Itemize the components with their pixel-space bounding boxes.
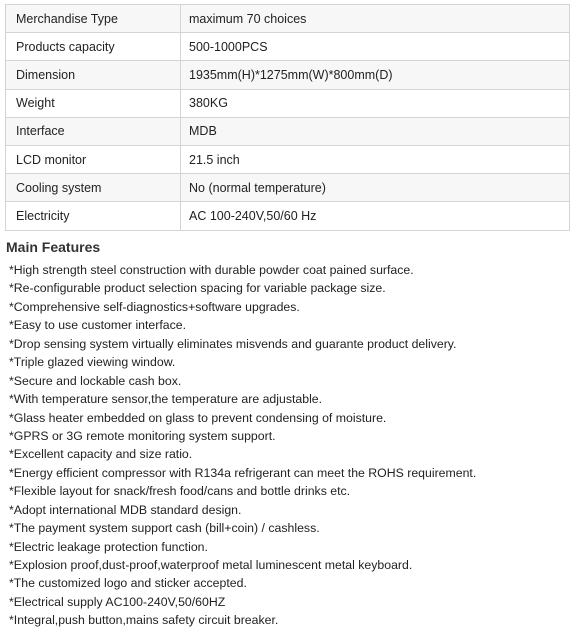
feature-item: *Energy efficient compressor with R134a refrigerant can meet the ROHS requirement. [9, 465, 477, 480]
spec-row [6, 89, 570, 117]
feature-item: *Secure and lockable cash box. [9, 373, 182, 388]
spec-label: LCD monitor [6, 145, 181, 173]
spec-value: No (normal temperature) [181, 174, 570, 202]
spec-label: Dimension [6, 61, 181, 89]
spec-value: 380KG [181, 89, 570, 117]
spec-row [6, 33, 570, 61]
feature-item: *Electric leakage protection function. [9, 539, 208, 554]
feature-item: *Re-configurable product selection spacing for variable package size. [9, 281, 386, 296]
spec-value: 21.5 inch [181, 145, 570, 173]
feature-item: *Adopt international MDB standard design. [9, 502, 242, 517]
feature-item: *Triple glazed viewing window. [9, 355, 176, 370]
feature-item: *Flexible layout for snack/fresh food/cans and bottle drinks etc. [9, 484, 351, 499]
features-list [9, 261, 571, 630]
spec-value: 500-1000PCS [181, 33, 570, 61]
spec-label: Cooling system [6, 174, 181, 202]
spec-value: 1935mm(H)*1275mm(W)*800mm(D) [181, 61, 570, 89]
feature-item: *Easy to use customer interface. [9, 318, 187, 333]
feature-item: *GPRS or 3G remote monitoring system support. [9, 428, 276, 443]
spec-row [6, 202, 570, 230]
spec-value: AC 100-240V,50/60 Hz [181, 202, 570, 230]
spec-row [6, 61, 570, 89]
spec-row [6, 174, 570, 202]
feature-item: *Glass heater embedded on glass to prevent condensing of moisture. [9, 410, 387, 425]
feature-item: *High strength steel construction with durable powder coat pained surface. [9, 263, 414, 277]
feature-item: *Explosion proof,dust-proof,waterproof metal luminescent metal keyboard. [9, 558, 413, 572]
spec-value: maximum 70 choices [181, 5, 570, 33]
feature-item: *Drop sensing system virtually eliminates misvends and guarante product delivery. [9, 336, 457, 351]
spec-table [5, 4, 570, 231]
feature-item: *Integral,push button,mains safety circuit breaker. [9, 613, 279, 628]
spec-row [6, 117, 570, 145]
spec-row [6, 145, 570, 173]
feature-item: *The customized logo and sticker accepted. [9, 576, 247, 591]
feature-item: *The payment system support cash (bill+coin) / cashless. [9, 521, 320, 536]
spec-label: Merchandise Type [6, 5, 181, 33]
spec-label: Weight [6, 89, 181, 117]
feature-item: *Comprehensive self-diagnostics+software upgrades. [9, 299, 300, 314]
spec-label: Electricity [6, 202, 181, 230]
feature-item: *Excellent capacity and size ratio. [9, 447, 193, 462]
feature-item: *With temperature sensor,the temperature are adjustable. [9, 392, 323, 407]
features-heading: Main Features [6, 239, 101, 255]
spec-value: MDB [181, 117, 570, 145]
spec-label: Interface [6, 117, 181, 145]
spec-label: Products capacity [6, 33, 181, 61]
spec-row [6, 5, 570, 33]
feature-item: *Electrical supply AC100-240V,50/60HZ [9, 594, 226, 609]
